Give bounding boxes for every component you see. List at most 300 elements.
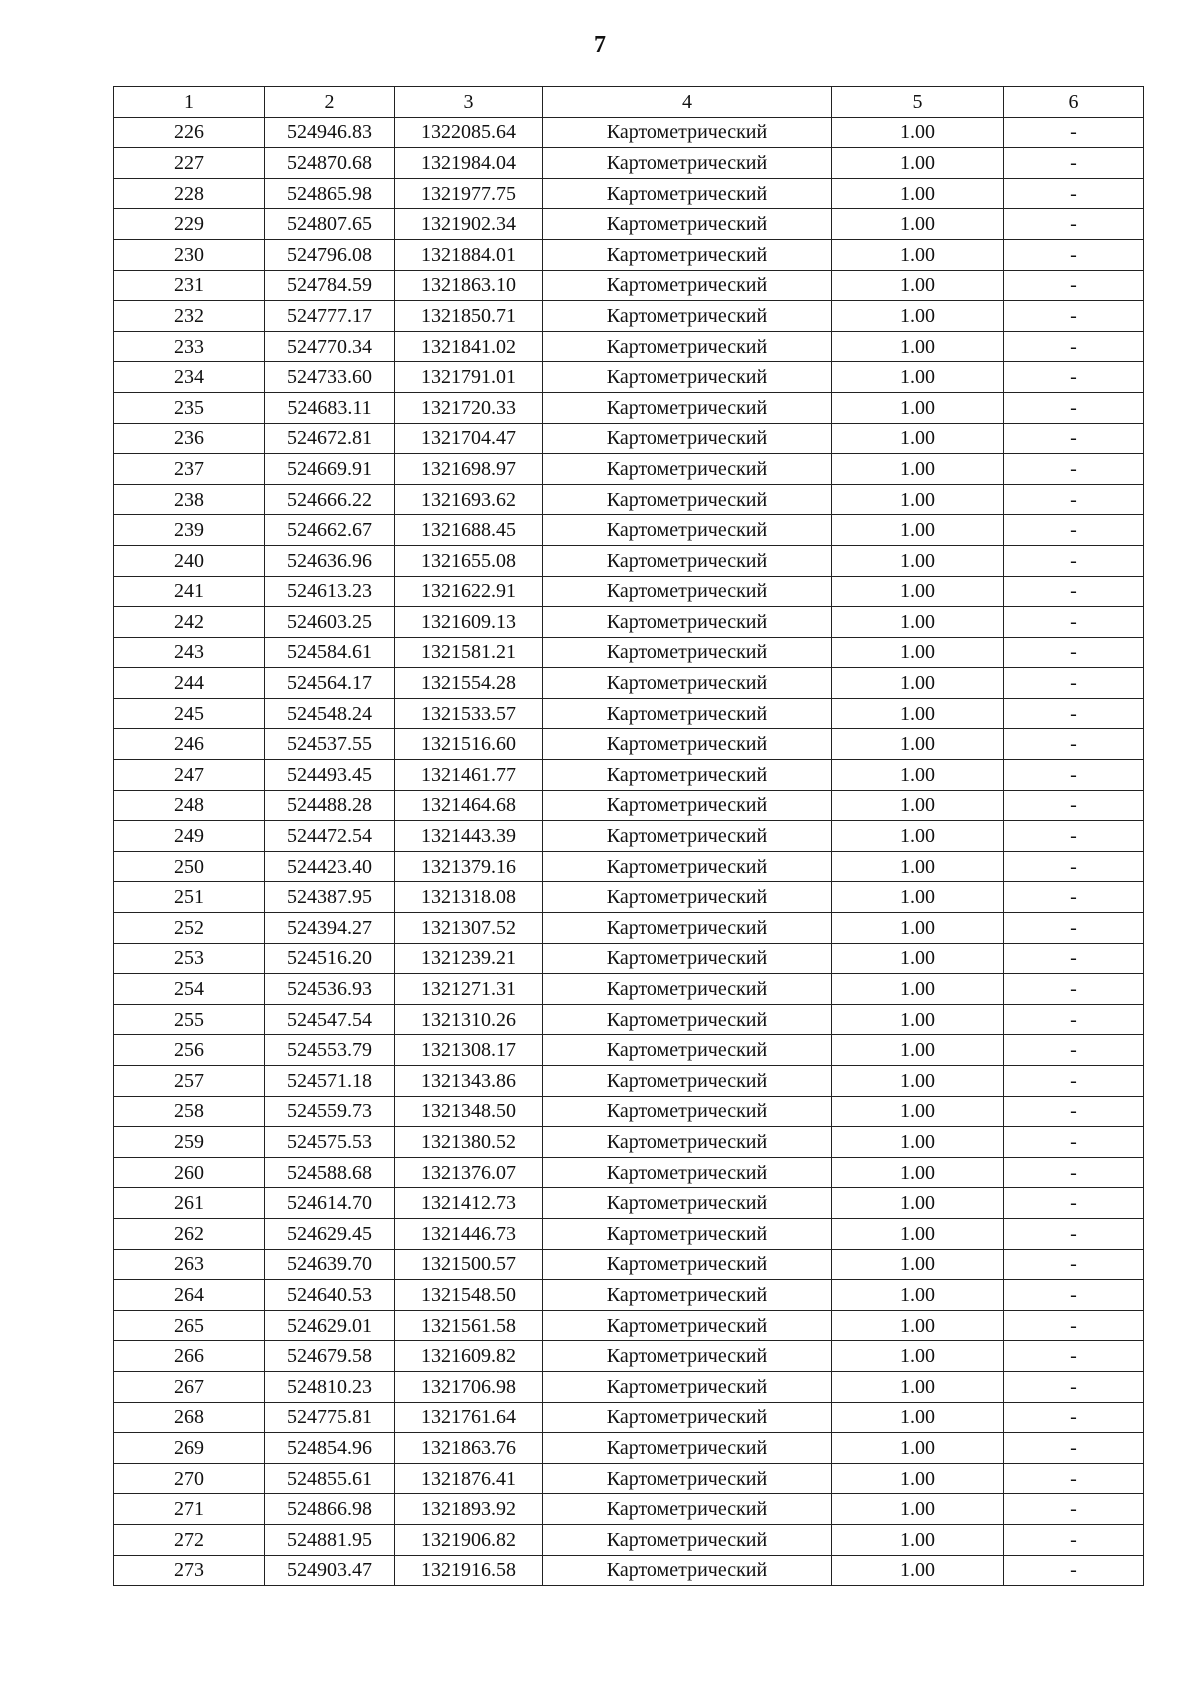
point-number-cell: 269 (114, 1433, 265, 1464)
coordinate-x-cell: 524770.34 (265, 331, 395, 362)
method-cell: Картометрический (543, 668, 832, 699)
coordinate-y-cell: 1322085.64 (395, 117, 543, 148)
note-cell: - (1004, 1310, 1144, 1341)
accuracy-cell: 1.00 (832, 729, 1004, 760)
table-row (114, 301, 1144, 332)
coordinate-x-cell: 524575.53 (265, 1127, 395, 1158)
table-row (114, 1341, 1144, 1372)
accuracy-cell: 1.00 (832, 1341, 1004, 1372)
method-cell: Картометрический (543, 178, 832, 209)
table-row (114, 1280, 1144, 1311)
method-cell: Картометрический (543, 1524, 832, 1555)
accuracy-cell: 1.00 (832, 760, 1004, 791)
table-row (114, 1096, 1144, 1127)
point-number-cell: 232 (114, 301, 265, 332)
coordinate-x-cell: 524662.67 (265, 515, 395, 546)
accuracy-cell: 1.00 (832, 117, 1004, 148)
coordinate-x-cell: 524613.23 (265, 576, 395, 607)
table-row (114, 1157, 1144, 1188)
point-number-cell: 273 (114, 1555, 265, 1586)
accuracy-cell: 1.00 (832, 790, 1004, 821)
coordinate-x-cell: 524870.68 (265, 148, 395, 179)
point-number-cell: 252 (114, 913, 265, 944)
table-row (114, 1494, 1144, 1525)
method-cell: Картометрический (543, 423, 832, 454)
table-row (114, 607, 1144, 638)
point-number-cell: 263 (114, 1249, 265, 1280)
accuracy-cell: 1.00 (832, 821, 1004, 852)
point-number-cell: 236 (114, 423, 265, 454)
accuracy-cell: 1.00 (832, 392, 1004, 423)
method-cell: Картометрический (543, 515, 832, 546)
table-row (114, 423, 1144, 454)
coordinate-x-cell: 524603.25 (265, 607, 395, 638)
note-cell: - (1004, 484, 1144, 515)
accuracy-cell: 1.00 (832, 1280, 1004, 1311)
method-cell: Картометрический (543, 1127, 832, 1158)
table-row (114, 1249, 1144, 1280)
note-cell: - (1004, 1371, 1144, 1402)
table-row (114, 1066, 1144, 1097)
coordinate-y-cell: 1321863.76 (395, 1433, 543, 1464)
header-cell-3: 3 (395, 87, 543, 118)
header-row (114, 87, 1144, 118)
accuracy-cell: 1.00 (832, 1524, 1004, 1555)
accuracy-cell: 1.00 (832, 1249, 1004, 1280)
coordinate-y-cell: 1321310.26 (395, 1004, 543, 1035)
coordinate-x-cell: 524881.95 (265, 1524, 395, 1555)
note-cell: - (1004, 882, 1144, 913)
point-number-cell: 231 (114, 270, 265, 301)
point-number-cell: 250 (114, 851, 265, 882)
coordinate-x-cell: 524559.73 (265, 1096, 395, 1127)
point-number-cell: 258 (114, 1096, 265, 1127)
point-number-cell: 240 (114, 545, 265, 576)
accuracy-cell: 1.00 (832, 178, 1004, 209)
note-cell: - (1004, 821, 1144, 852)
method-cell: Картометрический (543, 1433, 832, 1464)
point-number-cell: 239 (114, 515, 265, 546)
coordinate-x-cell: 524775.81 (265, 1402, 395, 1433)
coordinate-y-cell: 1321533.57 (395, 698, 543, 729)
coordinate-x-cell: 524394.27 (265, 913, 395, 944)
point-number-cell: 248 (114, 790, 265, 821)
method-cell: Картометрический (543, 851, 832, 882)
accuracy-cell: 1.00 (832, 484, 1004, 515)
coordinate-y-cell: 1321609.82 (395, 1341, 543, 1372)
coordinate-y-cell: 1321902.34 (395, 209, 543, 240)
accuracy-cell: 1.00 (832, 1035, 1004, 1066)
note-cell: - (1004, 943, 1144, 974)
coordinate-y-cell: 1321380.52 (395, 1127, 543, 1158)
note-cell: - (1004, 148, 1144, 179)
note-cell: - (1004, 301, 1144, 332)
note-cell: - (1004, 392, 1144, 423)
point-number-cell: 262 (114, 1218, 265, 1249)
point-number-cell: 246 (114, 729, 265, 760)
method-cell: Картометрический (543, 1157, 832, 1188)
method-cell: Картометрический (543, 1555, 832, 1586)
coordinate-y-cell: 1321916.58 (395, 1555, 543, 1586)
coordinate-x-cell: 524536.93 (265, 974, 395, 1005)
note-cell: - (1004, 178, 1144, 209)
accuracy-cell: 1.00 (832, 1096, 1004, 1127)
method-cell: Картометрический (543, 484, 832, 515)
coordinate-y-cell: 1321698.97 (395, 454, 543, 485)
table-row (114, 760, 1144, 791)
method-cell: Картометрический (543, 576, 832, 607)
method-cell: Картометрический (543, 301, 832, 332)
note-cell: - (1004, 913, 1144, 944)
coordinate-x-cell: 524548.24 (265, 698, 395, 729)
coordinate-x-cell: 524679.58 (265, 1341, 395, 1372)
method-cell: Картометрический (543, 1280, 832, 1311)
table-row (114, 1371, 1144, 1402)
table-row (114, 331, 1144, 362)
accuracy-cell: 1.00 (832, 331, 1004, 362)
table-header (114, 87, 1144, 118)
point-number-cell: 243 (114, 637, 265, 668)
coordinate-y-cell: 1321706.98 (395, 1371, 543, 1402)
point-number-cell: 265 (114, 1310, 265, 1341)
point-number-cell: 227 (114, 148, 265, 179)
coordinate-y-cell: 1321443.39 (395, 821, 543, 852)
accuracy-cell: 1.00 (832, 423, 1004, 454)
method-cell: Картометрический (543, 362, 832, 393)
table-row (114, 1524, 1144, 1555)
header-cell-2: 2 (265, 87, 395, 118)
coordinate-x-cell: 524423.40 (265, 851, 395, 882)
header-cell-5: 5 (832, 87, 1004, 118)
note-cell: - (1004, 423, 1144, 454)
accuracy-cell: 1.00 (832, 545, 1004, 576)
point-number-cell: 256 (114, 1035, 265, 1066)
method-cell: Картометрический (543, 270, 832, 301)
coordinate-y-cell: 1321893.92 (395, 1494, 543, 1525)
header-cell-1: 1 (114, 87, 265, 118)
note-cell: - (1004, 239, 1144, 270)
point-number-cell: 260 (114, 1157, 265, 1188)
method-cell: Картометрический (543, 607, 832, 638)
coordinate-x-cell: 524733.60 (265, 362, 395, 393)
coordinate-y-cell: 1321379.16 (395, 851, 543, 882)
coordinate-x-cell: 524784.59 (265, 270, 395, 301)
note-cell: - (1004, 1463, 1144, 1494)
table-row (114, 1004, 1144, 1035)
coordinate-y-cell: 1321876.41 (395, 1463, 543, 1494)
accuracy-cell: 1.00 (832, 1157, 1004, 1188)
coordinate-y-cell: 1321464.68 (395, 790, 543, 821)
coordinate-x-cell: 524614.70 (265, 1188, 395, 1219)
point-number-cell: 267 (114, 1371, 265, 1402)
note-cell: - (1004, 1280, 1144, 1311)
point-number-cell: 257 (114, 1066, 265, 1097)
accuracy-cell: 1.00 (832, 637, 1004, 668)
coordinate-y-cell: 1321609.13 (395, 607, 543, 638)
accuracy-cell: 1.00 (832, 1433, 1004, 1464)
table-row (114, 576, 1144, 607)
table-row (114, 270, 1144, 301)
table-body (114, 117, 1144, 1586)
table-row (114, 1402, 1144, 1433)
table-row (114, 821, 1144, 852)
coordinate-y-cell: 1321863.10 (395, 270, 543, 301)
coordinate-y-cell: 1321343.86 (395, 1066, 543, 1097)
coordinate-y-cell: 1321977.75 (395, 178, 543, 209)
note-cell: - (1004, 1218, 1144, 1249)
note-cell: - (1004, 331, 1144, 362)
coordinate-y-cell: 1321412.73 (395, 1188, 543, 1219)
table-row (114, 637, 1144, 668)
point-number-cell: 272 (114, 1524, 265, 1555)
note-cell: - (1004, 1524, 1144, 1555)
accuracy-cell: 1.00 (832, 239, 1004, 270)
method-cell: Картометрический (543, 974, 832, 1005)
accuracy-cell: 1.00 (832, 851, 1004, 882)
point-number-cell: 238 (114, 484, 265, 515)
coordinate-y-cell: 1321548.50 (395, 1280, 543, 1311)
accuracy-cell: 1.00 (832, 1127, 1004, 1158)
coordinate-y-cell: 1321984.04 (395, 148, 543, 179)
point-number-cell: 251 (114, 882, 265, 913)
method-cell: Картометрический (543, 1096, 832, 1127)
coordinate-y-cell: 1321308.17 (395, 1035, 543, 1066)
method-cell: Картометрический (543, 1310, 832, 1341)
coordinate-x-cell: 524854.96 (265, 1433, 395, 1464)
method-cell: Картометрический (543, 1004, 832, 1035)
note-cell: - (1004, 362, 1144, 393)
method-cell: Картометрический (543, 790, 832, 821)
coordinate-x-cell: 524629.01 (265, 1310, 395, 1341)
coordinate-y-cell: 1321884.01 (395, 239, 543, 270)
table-row (114, 392, 1144, 423)
note-cell: - (1004, 1127, 1144, 1158)
point-number-cell: 244 (114, 668, 265, 699)
point-number-cell: 268 (114, 1402, 265, 1433)
coordinate-y-cell: 1321761.64 (395, 1402, 543, 1433)
coordinate-y-cell: 1321720.33 (395, 392, 543, 423)
table-row (114, 484, 1144, 515)
note-cell: - (1004, 1341, 1144, 1372)
coordinate-y-cell: 1321446.73 (395, 1218, 543, 1249)
accuracy-cell: 1.00 (832, 1371, 1004, 1402)
coordinate-x-cell: 524796.08 (265, 239, 395, 270)
header-cell-6: 6 (1004, 87, 1144, 118)
accuracy-cell: 1.00 (832, 882, 1004, 913)
method-cell: Картометрический (543, 729, 832, 760)
point-number-cell: 264 (114, 1280, 265, 1311)
method-cell: Картометрический (543, 545, 832, 576)
method-cell: Картометрический (543, 331, 832, 362)
coordinate-y-cell: 1321581.21 (395, 637, 543, 668)
point-number-cell: 255 (114, 1004, 265, 1035)
method-cell: Картометрический (543, 913, 832, 944)
coordinate-x-cell: 524807.65 (265, 209, 395, 240)
table-row (114, 668, 1144, 699)
point-number-cell: 233 (114, 331, 265, 362)
note-cell: - (1004, 698, 1144, 729)
method-cell: Картометрический (543, 1463, 832, 1494)
coordinate-x-cell: 524672.81 (265, 423, 395, 454)
coordinate-y-cell: 1321655.08 (395, 545, 543, 576)
note-cell: - (1004, 1402, 1144, 1433)
coordinate-y-cell: 1321622.91 (395, 576, 543, 607)
note-cell: - (1004, 729, 1144, 760)
method-cell: Картометрический (543, 1341, 832, 1372)
note-cell: - (1004, 1494, 1144, 1525)
method-cell: Картометрический (543, 392, 832, 423)
note-cell: - (1004, 1096, 1144, 1127)
point-number-cell: 266 (114, 1341, 265, 1372)
coordinate-x-cell: 524639.70 (265, 1249, 395, 1280)
coordinate-x-cell: 524903.47 (265, 1555, 395, 1586)
coordinate-y-cell: 1321271.31 (395, 974, 543, 1005)
table-row (114, 239, 1144, 270)
coordinate-y-cell: 1321693.62 (395, 484, 543, 515)
coordinate-y-cell: 1321307.52 (395, 913, 543, 944)
point-number-cell: 253 (114, 943, 265, 974)
coordinate-y-cell: 1321704.47 (395, 423, 543, 454)
note-cell: - (1004, 576, 1144, 607)
coordinate-y-cell: 1321376.07 (395, 1157, 543, 1188)
coordinate-y-cell: 1321841.02 (395, 331, 543, 362)
accuracy-cell: 1.00 (832, 698, 1004, 729)
note-cell: - (1004, 1433, 1144, 1464)
accuracy-cell: 1.00 (832, 943, 1004, 974)
point-number-cell: 259 (114, 1127, 265, 1158)
coordinate-x-cell: 524472.54 (265, 821, 395, 852)
point-number-cell: 230 (114, 239, 265, 270)
table-row (114, 178, 1144, 209)
note-cell: - (1004, 545, 1144, 576)
coordinate-y-cell: 1321318.08 (395, 882, 543, 913)
accuracy-cell: 1.00 (832, 913, 1004, 944)
note-cell: - (1004, 790, 1144, 821)
table-row (114, 943, 1144, 974)
table-row (114, 851, 1144, 882)
coordinate-x-cell: 524516.20 (265, 943, 395, 974)
coordinate-x-cell: 524537.55 (265, 729, 395, 760)
coordinates-table (113, 86, 1144, 1586)
coordinate-y-cell: 1321239.21 (395, 943, 543, 974)
coordinate-x-cell: 524810.23 (265, 1371, 395, 1402)
table-row (114, 362, 1144, 393)
method-cell: Картометрический (543, 698, 832, 729)
coordinate-x-cell: 524588.68 (265, 1157, 395, 1188)
accuracy-cell: 1.00 (832, 668, 1004, 699)
note-cell: - (1004, 760, 1144, 791)
table-row (114, 790, 1144, 821)
table-row (114, 545, 1144, 576)
method-cell: Картометрический (543, 209, 832, 240)
method-cell: Картометрический (543, 454, 832, 485)
table-row (114, 1555, 1144, 1586)
point-number-cell: 234 (114, 362, 265, 393)
point-number-cell: 245 (114, 698, 265, 729)
table-row (114, 515, 1144, 546)
note-cell: - (1004, 974, 1144, 1005)
coordinate-y-cell: 1321500.57 (395, 1249, 543, 1280)
table-row (114, 454, 1144, 485)
accuracy-cell: 1.00 (832, 1004, 1004, 1035)
note-cell: - (1004, 117, 1144, 148)
header-cell-4: 4 (543, 87, 832, 118)
accuracy-cell: 1.00 (832, 576, 1004, 607)
accuracy-cell: 1.00 (832, 148, 1004, 179)
point-number-cell: 229 (114, 209, 265, 240)
coordinate-x-cell: 524571.18 (265, 1066, 395, 1097)
method-cell: Картометрический (543, 1218, 832, 1249)
table-row (114, 148, 1144, 179)
method-cell: Картометрический (543, 760, 832, 791)
point-number-cell: 249 (114, 821, 265, 852)
coordinate-x-cell: 524683.11 (265, 392, 395, 423)
method-cell: Картометрический (543, 1371, 832, 1402)
accuracy-cell: 1.00 (832, 1218, 1004, 1249)
coordinate-x-cell: 524865.98 (265, 178, 395, 209)
point-number-cell: 235 (114, 392, 265, 423)
method-cell: Картометрический (543, 821, 832, 852)
note-cell: - (1004, 851, 1144, 882)
table-row (114, 1218, 1144, 1249)
table-row (114, 1127, 1144, 1158)
coordinate-y-cell: 1321906.82 (395, 1524, 543, 1555)
method-cell: Картометрический (543, 1249, 832, 1280)
note-cell: - (1004, 1157, 1144, 1188)
coordinate-x-cell: 524946.83 (265, 117, 395, 148)
table-row (114, 1433, 1144, 1464)
accuracy-cell: 1.00 (832, 301, 1004, 332)
note-cell: - (1004, 607, 1144, 638)
coordinate-y-cell: 1321554.28 (395, 668, 543, 699)
accuracy-cell: 1.00 (832, 607, 1004, 638)
method-cell: Картометрический (543, 1035, 832, 1066)
method-cell: Картометрический (543, 882, 832, 913)
accuracy-cell: 1.00 (832, 1463, 1004, 1494)
method-cell: Картометрический (543, 1494, 832, 1525)
table-row (114, 698, 1144, 729)
coordinate-x-cell: 524636.96 (265, 545, 395, 576)
coordinate-x-cell: 524547.54 (265, 1004, 395, 1035)
table-row (114, 209, 1144, 240)
coordinate-x-cell: 524564.17 (265, 668, 395, 699)
accuracy-cell: 1.00 (832, 270, 1004, 301)
accuracy-cell: 1.00 (832, 1188, 1004, 1219)
accuracy-cell: 1.00 (832, 1066, 1004, 1097)
accuracy-cell: 1.00 (832, 209, 1004, 240)
coordinate-y-cell: 1321561.58 (395, 1310, 543, 1341)
accuracy-cell: 1.00 (832, 515, 1004, 546)
method-cell: Картометрический (543, 148, 832, 179)
coordinate-x-cell: 524640.53 (265, 1280, 395, 1311)
method-cell: Картометрический (543, 1066, 832, 1097)
table-row (114, 117, 1144, 148)
coordinate-x-cell: 524669.91 (265, 454, 395, 485)
coordinate-x-cell: 524387.95 (265, 882, 395, 913)
note-cell: - (1004, 1004, 1144, 1035)
accuracy-cell: 1.00 (832, 1310, 1004, 1341)
point-number-cell: 254 (114, 974, 265, 1005)
coordinate-x-cell: 524553.79 (265, 1035, 395, 1066)
point-number-cell: 270 (114, 1463, 265, 1494)
method-cell: Картометрический (543, 117, 832, 148)
note-cell: - (1004, 1035, 1144, 1066)
point-number-cell: 242 (114, 607, 265, 638)
note-cell: - (1004, 668, 1144, 699)
point-number-cell: 241 (114, 576, 265, 607)
accuracy-cell: 1.00 (832, 454, 1004, 485)
note-cell: - (1004, 454, 1144, 485)
